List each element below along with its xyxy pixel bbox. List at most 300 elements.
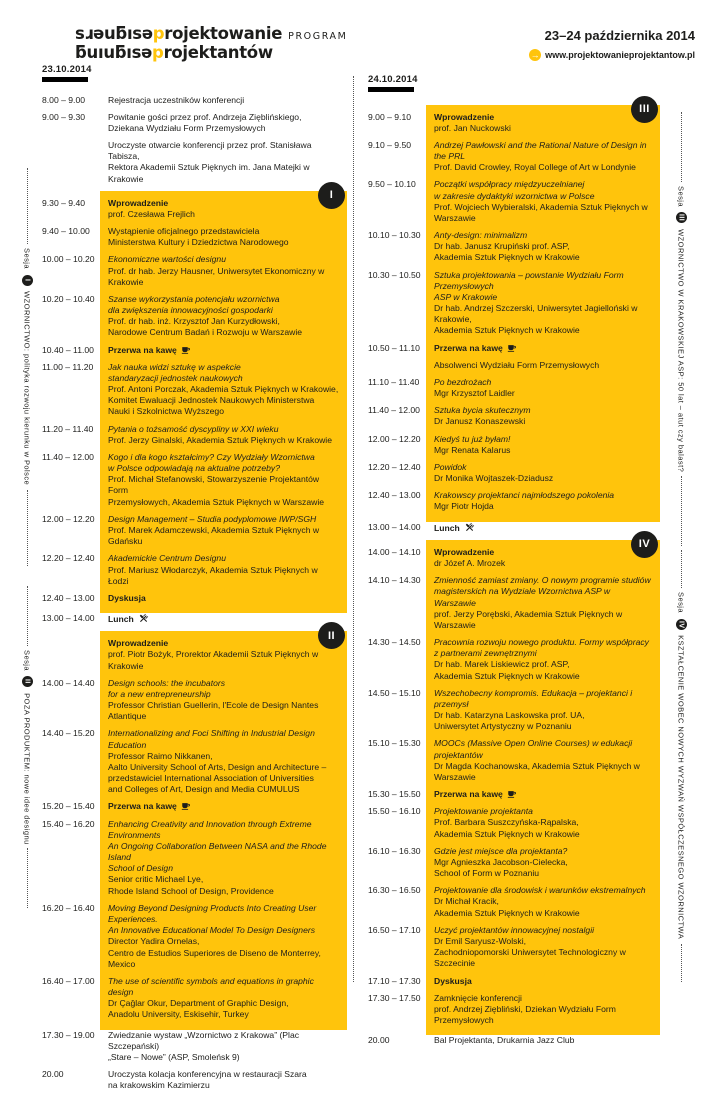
day2-event-row	[368, 976, 660, 993]
event-time: 14.00 – 14.40	[42, 678, 100, 729]
session-word: Sesja	[23, 248, 32, 269]
event-time: 12.00 – 12.20	[368, 434, 426, 462]
session-1-margin	[20, 168, 34, 566]
day1-event-row	[42, 514, 347, 554]
event-title-line: Jak nauka widzi sztukę w aspekcie	[108, 362, 339, 373]
event-bold-line: Lunch	[108, 613, 339, 625]
event-content	[426, 405, 660, 433]
event-text-line: Przemysłowych, Akademia Sztuk Pięknych w Warszawie	[108, 497, 339, 508]
event-content	[100, 452, 347, 514]
event-text-line: prof. Andrzej Ziębliński, Dziekan Wydziału Form Przemysłowych	[434, 1004, 652, 1026]
event-content	[426, 885, 660, 925]
coffee-icon	[181, 801, 191, 811]
dotted-leader	[681, 476, 682, 546]
event-time: 9.00 – 9.10	[368, 105, 426, 140]
event-text-line: Dr Michał Kracik,	[434, 896, 652, 907]
day1-event-row	[42, 362, 347, 424]
conference-dates: 23–24 października 2014	[529, 28, 695, 43]
day2-event-row	[368, 806, 660, 846]
event-content	[100, 191, 347, 226]
day1-event-row	[42, 976, 347, 1030]
event-time	[368, 360, 426, 377]
day2-schedule	[368, 105, 660, 1053]
event-content	[426, 377, 660, 405]
day1-event-row	[42, 452, 347, 514]
event-time: 16.50 – 17.10	[368, 925, 426, 976]
event-content	[426, 462, 660, 490]
session-badge-III: III	[631, 96, 658, 123]
event-content	[426, 925, 660, 976]
event-content	[100, 140, 347, 191]
event-content	[100, 112, 347, 140]
session-2-title: POZA PRODUKTEM: nowe idee designu	[23, 693, 32, 845]
event-time: 14.50 – 15.10	[368, 688, 426, 739]
event-text-line: Powitanie gości przez prof. Andrzeja Zięblińskiego,	[108, 112, 339, 123]
session-word: Sesja	[677, 186, 686, 207]
event-text-line: Centro de Estudios Superiores de Diseno de Monterrey, Mexico	[108, 948, 339, 970]
day1-event-row	[42, 112, 347, 140]
session-2-label	[22, 650, 33, 845]
event-time: 16.40 – 17.00	[42, 976, 100, 1030]
event-bold-line: Wprowadzenie	[434, 112, 652, 123]
day2-event-row	[368, 462, 660, 490]
dotted-leader	[27, 586, 28, 646]
event-content	[100, 976, 347, 1030]
event-title-line: ASP w Krakowie	[434, 292, 652, 303]
event-text-line: Dr Monika Wojtaszek-Dziadusz	[434, 473, 652, 484]
event-content	[100, 631, 347, 678]
logo-word-projektantow: rojektantów	[164, 43, 273, 62]
session-4-label	[676, 592, 687, 939]
event-text-line: Prof. dr hab. Jerzy Hausner, Uniwersytet Ekonomiczny w Krakowie	[108, 266, 339, 288]
event-text-line: na krakowskim Kazimierzu	[108, 1080, 339, 1091]
event-content	[426, 575, 660, 637]
event-content	[100, 819, 347, 903]
day2-event-row	[368, 789, 660, 806]
event-content	[426, 360, 660, 377]
event-text-line: Komitet Ewaluacji Jednostek Naukowych Ministerstwa	[108, 395, 339, 406]
event-text-line: Akademia Sztuk Pięknych w Krakowie	[434, 671, 652, 682]
day2-event-row	[368, 885, 660, 925]
event-text-line: prof. Piotr Bożyk, Prorektor Akademii Sztuk Pięknych w Krakowie	[108, 649, 339, 671]
event-time: 17.30 – 19.00	[42, 1030, 100, 1070]
day2-event-row	[368, 993, 660, 1036]
event-time	[42, 140, 100, 191]
coffee-icon	[507, 789, 517, 799]
event-content	[100, 593, 347, 613]
event-text-line: Director Yadira Ornelas,	[108, 936, 339, 947]
event-content	[426, 738, 660, 789]
column-divider	[353, 76, 354, 982]
event-title-line: Krakowscy projektanci najmłodszego pokolenia	[434, 490, 652, 501]
day1-event-row	[42, 424, 347, 452]
session-3-number-badge: III	[676, 212, 687, 223]
event-content	[100, 95, 347, 112]
day2-event-row	[368, 738, 660, 789]
event-text-line: Dr Magda Kochanowska, Akademia Sztuk Pięknych w Warszawie	[434, 761, 652, 783]
session-3-margin	[674, 112, 688, 546]
day1-event-row	[42, 903, 347, 976]
day2-event-row	[368, 637, 660, 688]
event-text-line: Uroczysta kolacja konferencyjna w restauracji Szara	[108, 1069, 339, 1080]
event-time: 11.20 – 11.40	[42, 424, 100, 452]
event-title-line: Moving Beyond Designing Products Into Creating User Experiences.	[108, 903, 339, 925]
event-text-line: Akademia Sztuk Pięknych w Krakowie	[434, 252, 652, 263]
event-title-line: Design schools: the incubators	[108, 678, 339, 689]
day1-event-row	[42, 728, 347, 801]
session-word: Sesja	[677, 592, 686, 613]
event-text-line: Aalto University School of Arts, Design and Architecture –	[108, 762, 339, 773]
event-text-line: Bal Projektanta, Drukarnia Jazz Club	[434, 1035, 652, 1046]
event-text-line: Mgr Krzysztof Laidler	[434, 388, 652, 399]
day1-event-row	[42, 1069, 347, 1097]
event-time: 9.00 – 9.30	[42, 112, 100, 140]
event-text-line: Uroczyste otwarcie konferencji przez prof. Stanisława Tabisza,	[108, 140, 339, 162]
event-time: 12.40 – 13.00	[42, 593, 100, 613]
session-4-title: KSZTAŁCENIE WOBEC NOWYCH WYZWAŃ WSPÓŁCZESNEGO WZORNICTWA	[677, 636, 686, 940]
event-title-line: Sztuka projektowania – powstanie Wydziału Form Przemysłowych	[434, 270, 652, 292]
arrow-right-icon: →	[529, 49, 541, 61]
event-time: 10.40 – 11.00	[42, 345, 100, 362]
event-text-line: Zwiedzanie wystaw „Wzornictwo z Krakowa” (Plac Szczepański)	[108, 1030, 339, 1052]
event-time: 16.30 – 16.50	[368, 885, 426, 925]
dotted-leader	[681, 112, 682, 182]
event-text-line: Prof. Michał Stefanowski, Stowarzyszenie Projektantów Form	[108, 474, 339, 496]
header-right	[529, 28, 695, 61]
session-2-margin	[20, 586, 34, 908]
day1-event-row	[42, 613, 347, 631]
day2-event-row	[368, 405, 660, 433]
logo-line-2	[75, 43, 347, 62]
event-title-line: Akademickie Centrum Designu	[108, 553, 339, 564]
event-text-line: prof. Czesława Frejlich	[108, 209, 339, 220]
event-text-line: „Stare – Nowe” (ASP, Smoleńsk 9)	[108, 1052, 339, 1063]
event-content	[100, 1069, 347, 1097]
event-text-line: Prof. Antoni Porczak, Akademia Sztuk Pięknych w Krakowie,	[108, 384, 339, 395]
event-content	[426, 806, 660, 846]
event-text-line: dr Józef A. Mrozek	[434, 558, 652, 569]
day1-event-row	[42, 191, 347, 226]
event-text-line: Dr Janusz Konaszewski	[434, 416, 652, 427]
event-content	[426, 846, 660, 886]
event-bold-line: Lunch	[434, 522, 652, 534]
event-content	[426, 522, 660, 540]
event-time: 16.10 – 16.30	[368, 846, 426, 886]
day1-event-row	[42, 801, 347, 818]
event-title-line: Wszechobecny kompromis. Edukacja – projektanci i przemysł	[434, 688, 652, 710]
day2-event-row	[368, 1035, 660, 1052]
event-text-line: Akademia Sztuk Pięknych w Krakowie	[434, 908, 652, 919]
event-content	[100, 514, 347, 554]
event-time: 15.40 – 16.20	[42, 819, 100, 903]
event-title-line: standaryzacji jednostek naukowych	[108, 373, 339, 384]
session-1-label	[22, 248, 33, 485]
event-text-line: Absolwenci Wydziału Form Przemysłowych	[434, 360, 652, 371]
event-content	[100, 801, 347, 818]
event-time: 12.20 – 12.40	[368, 462, 426, 490]
event-bold-line: Przerwa na kawę	[108, 801, 339, 812]
event-time: 15.20 – 15.40	[42, 801, 100, 818]
day2-event-row	[368, 270, 660, 343]
day2-event-row	[368, 343, 660, 360]
event-title-line: An Innovative Educational Model To Design Designers	[108, 925, 339, 936]
event-content	[100, 362, 347, 424]
event-bold-line: Wprowadzenie	[108, 198, 339, 209]
logo-flipped-designing: ƃuıuƃısǝ	[75, 43, 152, 62]
day1-event-row	[42, 678, 347, 729]
event-content	[426, 1035, 660, 1052]
event-text-line: Mgr Piotr Hojda	[434, 501, 652, 512]
day2-event-row	[368, 575, 660, 637]
event-time: 20.00	[368, 1035, 426, 1052]
event-time: 9.30 – 9.40	[42, 191, 100, 226]
event-time: 10.30 – 10.50	[368, 270, 426, 343]
event-time: 11.10 – 11.40	[368, 377, 426, 405]
event-text-line: Zachodniopomorski Uniwersytet Technologiczny w Szczecinie	[434, 947, 652, 969]
event-title-line: Ekonomiczne wartości designu	[108, 254, 339, 265]
day1-event-row	[42, 254, 347, 294]
event-title-line: Enhancing Creativity and Innovation through Extreme Environments	[108, 819, 339, 841]
day2-event-row	[368, 688, 660, 739]
event-content	[426, 343, 660, 360]
event-text-line: Dr Emil Saryusz-Wolski,	[434, 936, 652, 947]
event-bold-line: Przerwa na kawę	[434, 343, 652, 354]
event-title-line: Pytania o tożsamość dyscypliny w XXI wieku	[108, 424, 339, 435]
day1-schedule	[42, 95, 347, 1097]
day1-event-row	[42, 1030, 347, 1070]
event-text-line: Rektora Akademii Sztuk Pięknych im. Jana Matejki w Krakowie	[108, 162, 339, 184]
event-title-line: Anty-design: minimalizm	[434, 230, 652, 241]
event-title-line: The use of scientific symbols and equations in graphic design	[108, 976, 339, 998]
event-title-line: Zmienność zamiast zmiany. O nowym programie studiów	[434, 575, 652, 586]
event-time: 10.20 – 10.40	[42, 294, 100, 345]
event-title-line: Początki współpracy międzyuczelnianej	[434, 179, 652, 190]
event-text-line: Prof. Marek Adamczewski, Akademia Sztuk Pięknych w Gdańsku	[108, 525, 339, 547]
logo-shared-p2: p	[152, 43, 164, 62]
event-content	[100, 345, 347, 362]
event-text-line: Professor Raimo Nikkanen,	[108, 751, 339, 762]
event-text-line: Prof. dr hab. inż. Krzysztof Jan Kurzydłowski,	[108, 316, 339, 327]
event-title-line: w Polsce odpowiadają na aktualne potrzeby?	[108, 463, 339, 474]
event-title-line: Projektowanie projektanta	[434, 806, 652, 817]
event-title-line: MOOCs (Massive Open Online Courses) w edukacji projektantów	[434, 738, 652, 760]
event-text-line: Zamknięcie konferencji	[434, 993, 652, 1004]
event-title-line: Szanse wykorzystania potencjału wzornictwa	[108, 294, 339, 305]
event-text-line: Anadolu University, Eskisehir, Turkey	[108, 1009, 339, 1020]
event-text-line: Akademia Sztuk Pięknych w Krakowie	[434, 325, 652, 336]
event-time: 8.00 – 9.00	[42, 95, 100, 112]
event-time: 10.10 – 10.30	[368, 230, 426, 270]
dotted-leader	[681, 550, 682, 588]
event-text-line: and Colleges of Art, Design and Media CUMULUS	[108, 784, 339, 795]
session-1-title: WZORNICTWO: polityka rozwoju kierunku w Polsce	[23, 292, 32, 486]
day1-event-row	[42, 95, 347, 112]
event-time: 14.30 – 14.50	[368, 637, 426, 688]
session-badge-I: I	[318, 182, 345, 209]
event-text-line: Ministerstwa Kultury i Dziedzictwa Narodowego	[108, 237, 339, 248]
day2-event-row	[368, 377, 660, 405]
day2-event-row	[368, 846, 660, 886]
dotted-leader	[27, 490, 28, 566]
website-url[interactable]: www.projektowanieprojektantow.pl	[545, 50, 695, 60]
dotted-leader	[681, 944, 682, 982]
event-title-line: z partnerami zewnętrznymi	[434, 648, 652, 659]
day1-date: 23.10.2014	[42, 64, 347, 75]
event-title-line: dla zwiększenia innowacyjności gospodarki	[108, 305, 339, 316]
event-time: 12.00 – 12.20	[42, 514, 100, 554]
day2-event-row	[368, 925, 660, 976]
event-time: 20.00	[42, 1069, 100, 1097]
day1-event-row	[42, 140, 347, 191]
event-content	[426, 230, 660, 270]
event-text-line: Prof. Wojciech Wybieralski, Akademia Sztuk Pięknych w Warszawie	[434, 202, 652, 224]
event-content	[100, 254, 347, 294]
event-text-line: Akademia Sztuk Pięknych w Krakowie	[434, 829, 652, 840]
event-content	[426, 270, 660, 343]
event-title-line: Design Management – Studia podyplomowe IWP/SGH	[108, 514, 339, 525]
event-text-line: Dziekana Wydziału Form Przemysłowych	[108, 123, 339, 134]
event-title-line: Kiedyś tu już byłam!	[434, 434, 652, 445]
event-text-line: Prof. David Crowley, Royal College of Art w Londynie	[434, 162, 652, 173]
event-content	[426, 490, 660, 521]
day1-date-underline	[42, 77, 88, 82]
event-title-line: Powidok	[434, 462, 652, 473]
day1-event-row	[42, 226, 347, 254]
event-title-line: Pracownia rozwoju nowego produktu. Formy współpracy	[434, 637, 652, 648]
event-content	[426, 434, 660, 462]
day1-column	[42, 64, 347, 1097]
event-content	[100, 678, 347, 729]
day1-event-row	[42, 593, 347, 613]
event-title-line: Kogo i dla kogo kształcimy? Czy Wydziały Wzornictwa	[108, 452, 339, 463]
event-time: 14.40 – 15.20	[42, 728, 100, 801]
event-content	[426, 105, 660, 140]
event-content	[426, 140, 660, 180]
event-time: 11.40 – 12.00	[42, 452, 100, 514]
event-bold-line: Przerwa na kawę	[108, 345, 339, 356]
event-text-line: Dr hab. Katarzyna Laskowska prof. UA,	[434, 710, 652, 721]
event-text-line: School of Form w Poznaniu	[434, 868, 652, 879]
event-time: 12.20 – 12.40	[42, 553, 100, 593]
event-text-line: Wystąpienie oficjalnego przedstawiciela	[108, 226, 339, 237]
website-row[interactable]	[529, 49, 695, 61]
event-content	[100, 903, 347, 976]
day2-event-row	[368, 522, 660, 540]
event-text-line: prof. Jan Nuckowski	[434, 123, 652, 134]
event-time: 10.00 – 10.20	[42, 254, 100, 294]
day1-event-row	[42, 294, 347, 345]
event-content	[100, 728, 347, 801]
event-text-line: Dr hab. Marek Liskiewicz prof. ASP,	[434, 659, 652, 670]
event-title-line: School of Design	[108, 863, 339, 874]
coffee-icon	[181, 345, 191, 355]
day1-event-row	[42, 631, 347, 678]
event-time: 16.20 – 16.40	[42, 903, 100, 976]
event-time: 11.00 – 11.20	[42, 362, 100, 424]
day1-event-row	[42, 345, 347, 362]
session-word: Sesja	[23, 650, 32, 671]
event-bold-line: Przerwa na kawę	[434, 789, 652, 800]
event-text-line: Prof. Barbara Suszczyńska-Rąpalska,	[434, 817, 652, 828]
day1-event-row	[42, 553, 347, 593]
event-title-line: Po bezdrożach	[434, 377, 652, 388]
day2-event-row	[368, 360, 660, 377]
day2-column	[368, 74, 660, 1052]
event-time: 13.00 – 14.00	[42, 613, 100, 631]
event-text-line: Dr hab. Janusz Krupiński prof. ASP,	[434, 241, 652, 252]
event-title-line: magisterskich na Wydziale Wzornictwa ASP w Warszawie	[434, 586, 652, 608]
event-title-line: Projektowanie dla środowisk i warunków ekstremalnych	[434, 885, 652, 896]
conference-logo	[75, 24, 347, 63]
event-text-line: Prof. Mariusz Włodarczyk, Akademia Sztuk Pięknych w Łodzi	[108, 565, 339, 587]
day2-date: 24.10.2014	[368, 74, 660, 85]
day2-event-row	[368, 105, 660, 140]
event-bold-line: Wprowadzenie	[434, 547, 652, 558]
event-text-line: Narodowe Centrum Badań i Rozwoju w Warszawie	[108, 327, 339, 338]
event-content	[426, 976, 660, 993]
event-time: 15.30 – 15.50	[368, 789, 426, 806]
event-time: 9.50 – 10.10	[368, 179, 426, 230]
event-content	[426, 179, 660, 230]
event-time: 17.30 – 17.50	[368, 993, 426, 1036]
event-time: 9.40 – 10.00	[42, 226, 100, 254]
logo-word-projektowanie: rojektowanie	[164, 24, 282, 43]
session-badge-II: II	[318, 622, 345, 649]
event-title-line: Internationalizing and Foci Shifting in Industrial Design Education	[108, 728, 339, 750]
event-content	[426, 789, 660, 806]
event-time: 12.40 – 13.00	[368, 490, 426, 521]
event-text-line: Senior critic Michael Lye,	[108, 874, 339, 885]
cutlery-icon	[464, 522, 475, 533]
session-1-number-badge: I	[22, 275, 33, 286]
event-text-line: Dr Çağlar Okur, Department of Graphic Design,	[108, 998, 339, 1009]
day2-event-row	[368, 179, 660, 230]
event-text-line: prof. Jerzy Porębski, Akademia Sztuk Pięknych w Warszawie	[434, 609, 652, 631]
event-bold-line: Wprowadzenie	[108, 638, 339, 649]
event-time: 9.10 – 9.50	[368, 140, 426, 180]
event-title-line: w zakresie dydaktyki wzornictwa w Polsce	[434, 191, 652, 202]
event-time: 17.10 – 17.30	[368, 976, 426, 993]
session-3-label	[676, 186, 687, 472]
cutlery-icon	[138, 613, 149, 624]
event-time: 11.40 – 12.00	[368, 405, 426, 433]
event-time: 15.50 – 16.10	[368, 806, 426, 846]
event-title-line: Sztuka bycia skutecznym	[434, 405, 652, 416]
event-content	[100, 424, 347, 452]
event-content	[100, 1030, 347, 1070]
logo-line-1	[75, 24, 347, 43]
event-text-line: przedstawiciel International Association of Universities	[108, 773, 339, 784]
dotted-leader	[27, 848, 28, 908]
event-title-line: An Ongoing Collaboration Between NASA and the Rhode Island	[108, 841, 339, 863]
event-content	[100, 226, 347, 254]
event-time: 10.50 – 11.10	[368, 343, 426, 360]
session-4-number-badge: IV	[676, 619, 687, 630]
event-title-line: for a new entrepreneurship	[108, 689, 339, 700]
event-text-line: Rejestracja uczestników konferencji	[108, 95, 339, 106]
logo-program-label: PROGRAM	[288, 31, 347, 42]
event-content	[100, 613, 347, 631]
coffee-icon	[507, 343, 517, 353]
event-content	[426, 540, 660, 575]
session-2-number-badge: II	[22, 676, 33, 687]
event-text-line: Professor Christian Guellerin, l'Ecole de Design Nantes Atlantique	[108, 700, 339, 722]
event-text-line: Uniwersytet Artystyczny w Poznaniu	[434, 721, 652, 732]
event-text-line: Rhode Island School of Design, Providence	[108, 886, 339, 897]
event-time: 13.00 – 14.00	[368, 522, 426, 540]
day2-event-row	[368, 230, 660, 270]
event-bold-line: Dyskusja	[434, 976, 652, 987]
